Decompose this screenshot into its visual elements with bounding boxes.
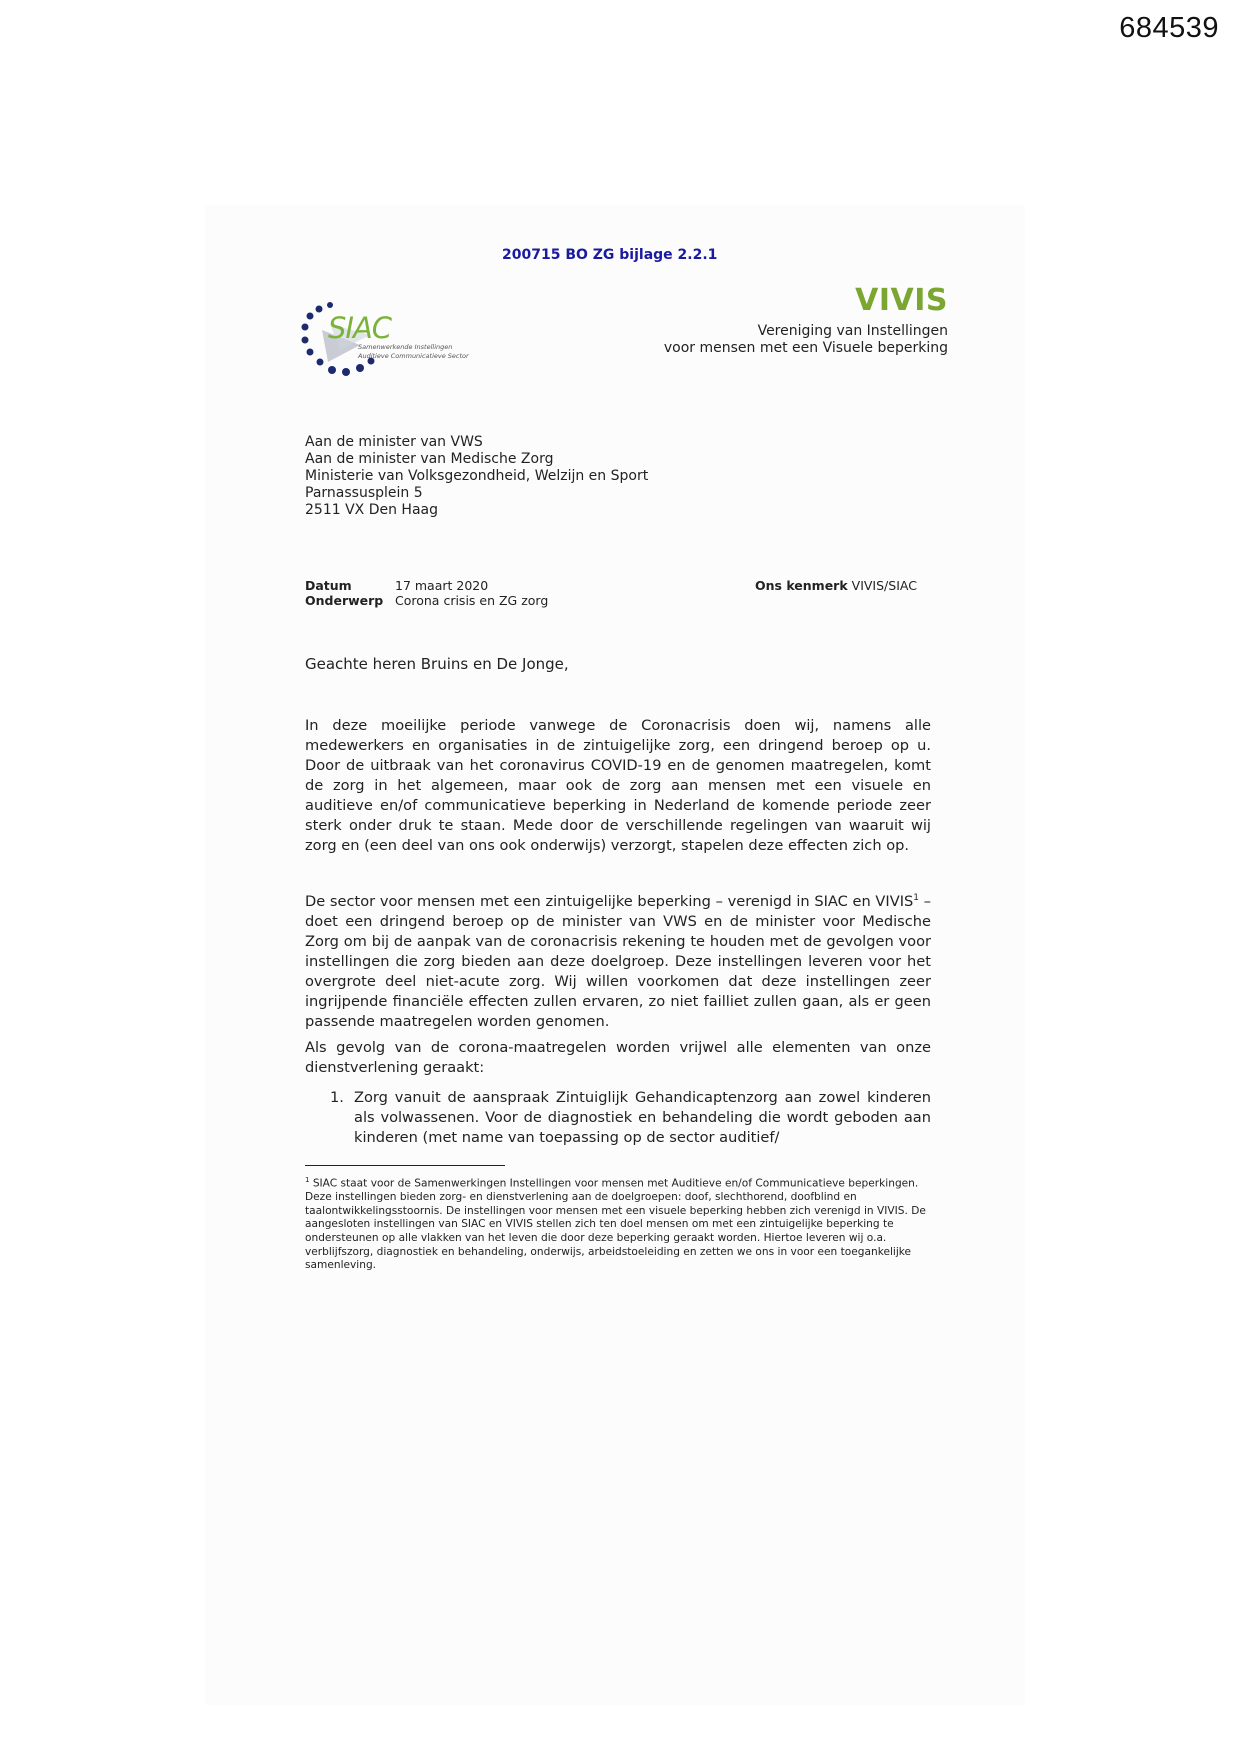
footnote-divider [305,1165,505,1166]
vivis-logo-text: VIVIS [855,283,948,318]
address-line: Parnassusplein 5 [305,485,423,501]
list-text: Zorg vanuit de aanspraak Zintuiglijk Gehandicaptenzorg aan zowel kinderen als volwassenen. Voor de diagnostiek en behandeling die wordt geboden aan kinderen (met name van toepassing op de sector auditief/ [354,1089,931,1146]
list-item [305,1088,931,1148]
address-line: Aan de minister van Medische Zorg [305,451,554,467]
salutation: Geachte heren Bruins en De Jonge, [305,655,569,673]
meta-labels [305,578,383,608]
kenmerk [755,578,917,593]
document-number: 684539 [1119,12,1219,44]
kenmerk-label: Ons kenmerk [755,578,848,593]
list-number: 1. [330,1089,344,1106]
address-line: Aan de minister van VWS [305,434,483,450]
meta-values [395,578,548,608]
recipient-address [305,434,648,519]
footnote-mark: 1 [305,1176,310,1184]
datum-label: Datum [305,578,352,593]
datum-value: 17 maart 2020 [395,578,489,593]
siac-wordmark: SIAC [328,311,392,345]
onderwerp-value: Corona crisis en ZG zorg [395,593,549,608]
onderwerp-label: Onderwerp [305,593,384,608]
kenmerk-value: VIVIS/SIAC [851,578,917,593]
address-line: Ministerie van Volksgezondheid, Welzijn en Sport [305,468,649,484]
address-line: 2511 VX Den Haag [305,502,438,518]
paragraph-3: Als gevolg van de corona-maatregelen worden vrijwel alle elementen van onze dienstverlening geraakt: [305,1039,931,1076]
paragraph-2: De sector voor mensen met een zintuigelijke beperking – verenigd in SIAC en VIVIS$^1$ – doet een dringend beroep op de minister van VWS en de minister voor Medische Zorg om bij de aanpak van de coronacrisis rekening te houden met de gevolgen voor instellingen die zorg bieden aan deze doelgroep. Deze instellingen leveren voor het overgrote deel niet-acute zorg. Wij willen voorkomen dat deze instellingen zeer ingrijpende financiële effecten zullen ervaren, zo niet failliet zullen gaan, als er geen passende maatregelen worden genomen. [305,892,931,1030]
footnote-ref: 1 [913,893,920,903]
vivis-subtitle: Vereniging van Instellingen voor mensen met een Visuele beperking [663,323,948,356]
paragraph-1: In deze moeilijke periode vanwege de Coronacrisis doen wij, namens alle medewerkers en organisaties in de zintuigelijke zorg, een dringend beroep op u. Door de uitbraak van het coronavirus COVID-19 en de genomen maatregelen, komt de zorg in het algemeen, maar ook de zorg aan mensen met een visuele en auditieve en/of communicatieve beperking in Nederland de komende periode zeer sterk onder druk te staan. Mede door de verschillende regelingen van waaruit wij zorg en (een deel van ons ook onderwijs) verzorgt, stapelen deze effecten zich op. [305,717,931,854]
footnote [305,1174,935,1273]
reference-line: 200715 BO ZG bijlage 2.2.1 [502,247,718,263]
siac-subtitle: Samenwerkende Instellingen Auditieve Communicatieve Sector [358,343,469,360]
footnote-text: SIAC staat voor de Samenwerkingen Instellingen voor mensen met Auditieve en/of Communicatieve beperkingen. Deze instellingen bieden zorg- en dienstverlening aan de doelgroepen: doof, slechthorend, doofblind en taalontwikkelingsstoornis. De instellingen voor mensen met een visuele beperking hebben zich verenigd in VIVIS. De aangesloten instellingen van SIAC en VIVIS stellen zich ten doel mensen om met een zintuigelijke beperking te ondersteunen op alle vlakken van het leven die door deze beperking geraakt worden. Hiertoe leveren wij o.a. verblijfszorg, diagnostiek en behandeling, onderwijs, arbeidstoeleiding en zetten we ons in voor een toegankelijke samenleving. [305,1177,926,1272]
